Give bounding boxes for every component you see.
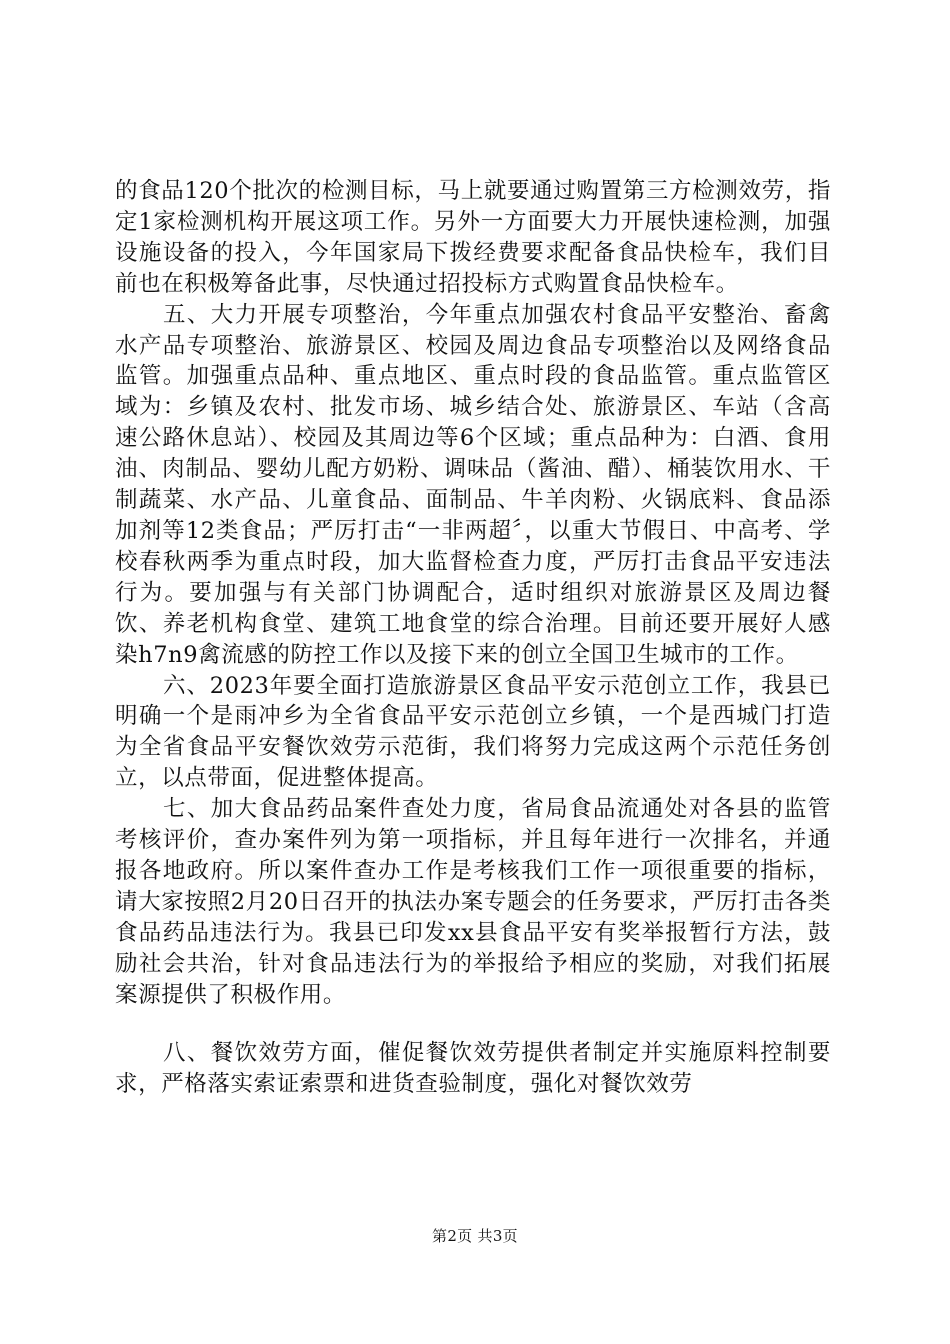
paragraph-section-8: 八、餐饮效劳方面，催促餐饮效劳提供者制定并实施原料控制要求，严格落实索证索票和进货查验制度，强化对餐饮效劳 bbox=[115, 1040, 831, 1098]
page-number-footer: 第2页 共3页 bbox=[432, 1227, 518, 1245]
paragraph-section-6: 六、2023年要全面打造旅游景区食品平安示范创立工作，我县已明确一个是雨冲乡为全省食品平安示范创立乡镇，一个是西城门打造为全省食品平安餐饮效劳示范街，我们将努力完成这两个示范任务创立，以点带面，促进整体提高。 bbox=[115, 672, 831, 792]
paragraph-continuation: 的食品120个批次的检测目标，马上就要通过购置第三方检测效劳，指定1家检测机构开展这项工作。另外一方面要大力开展快速检测，加强设施设备的投入，今年国家局下拨经费要求配备食品快检车，我们目前也在积极筹备此事，尽快通过招投标方式购置食品快检车。 bbox=[115, 178, 831, 297]
paragraph-section-7: 七、加大食品药品案件查处力度，省局食品流通处对各县的监管考核评价，查办案件列为第一项指标，并且每年进行一次排名，并通报各地政府。所以案件查办工作是考核我们工作一项很重要的指标，请大家按照2月20日召开的执法办案专题会的任务要求，严厉打击各类食品药品违法行为。我县已印发xx县食品平安有奖举报暂行方法，鼓励社会共治，针对食品违法行为的举报给予相应的奖励，对我们拓展案源提供了积极作用。 bbox=[115, 796, 831, 1008]
paragraph-section-5: 五、大力开展专项整治，今年重点加强农村食品平安整治、畜禽水产品专项整治、旅游景区、校园及周边食品专项整治以及网络食品监管。加强重点品种、重点地区、重点时段的食品监管。重点监管区域为：乡镇及农村、批发市场、城乡结合处、旅游景区、车站（含高速公路休息站）、校园及其周边等6个区域；重点品种为：白酒、食用油、肉制品、婴幼儿配方奶粉、调味品（酱油、醋）、桶装饮用水、干制蔬菜、水产品、儿童食品、面制品、牛羊肉粉、火锅底料、食品添加剂等12类食品；严厉打击“一非两超〞，以重大节假日、中高考、学校春秋两季为重点时段，加大监督检查力度，严厉打击食品平安违法行为。要加强与有关部门协调配合，适时组织对旅游景区及周边餐饮、养老机构食堂、建筑工地食堂的综合治理。目前还要开展好人感染h7n9禽流感的防控工作以及接下来的创立全国卫生城市的工作。 bbox=[115, 301, 831, 668]
document-body bbox=[115, 176, 831, 1100]
